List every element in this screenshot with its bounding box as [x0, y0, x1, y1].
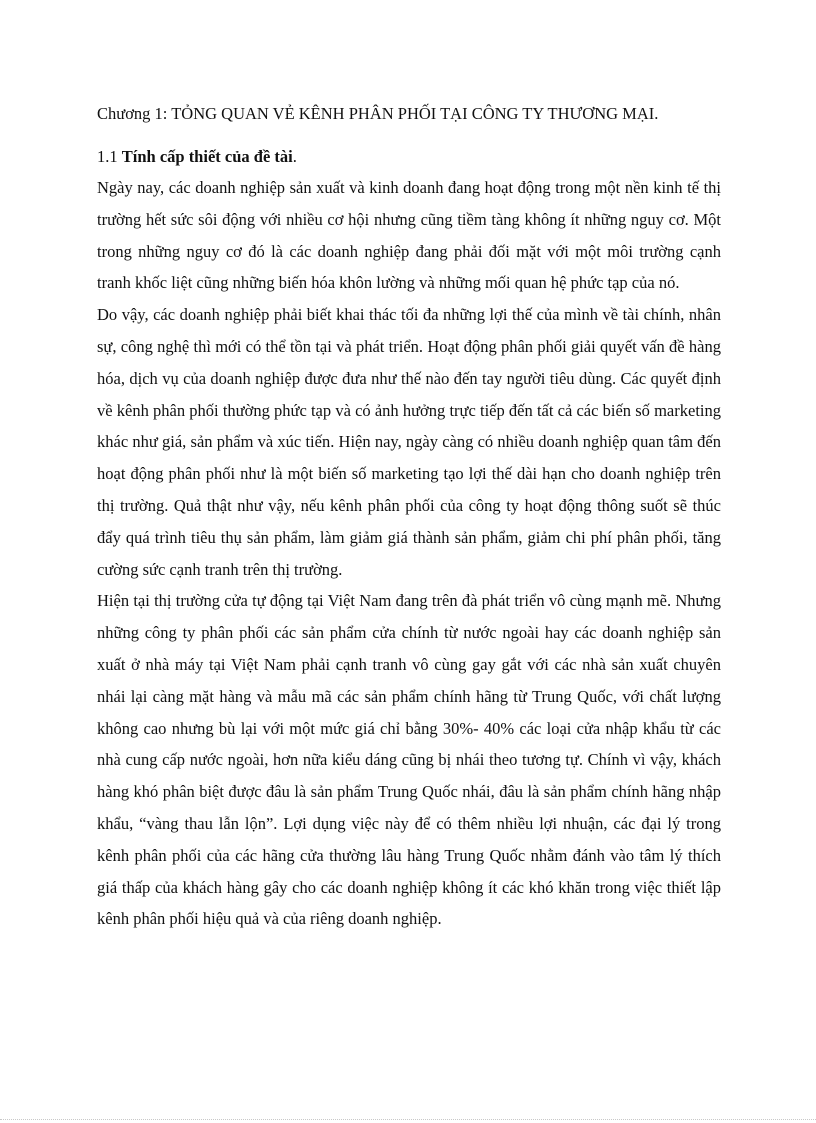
chapter-title: Chương 1: TỎNG QUAN VẺ KÊNH PHÂN PHỐI TẠI CÔNG TY THƯƠNG MẠI. [97, 104, 659, 123]
section-number: 1.1 [97, 147, 122, 166]
section-title-period: . [292, 147, 297, 166]
page-bottom-divider [0, 1119, 816, 1120]
section-heading [97, 146, 297, 168]
paragraph: Ngày nay, các doanh nghiệp sản xuất và kinh doanh đang hoạt động trong một nền kinh tế thị trường hết sức sôi động với nhiều cơ hội nhưng cũng tiềm tàng không ít những nguy cơ. Một trong những nguy cơ đó là các doanh nghiệp đang phải đối mặt với một môi trường cạnh tranh khốc liệt cũng những biến hóa khôn lường và những mối quan hệ phức tạp của nó. [97, 178, 721, 293]
paragraph: Do vậy, các doanh nghiệp phải biết khai thác tối đa những lợi thế của mình về tài chính, nhân sự, công nghệ thì mới có thể tồn tại và phát triển. Hoạt động phân phối giải quyết vấn đề hàng hóa, dịch vụ của doanh nghiệp được đưa như thế nào đến tay người tiêu dùng. Các quyết định về kênh phân phối thường phức tạp và có ảnh hưởng trực tiếp đến tất cả các biến số marketing khác như giá, sản phẩm và xúc tiến. Hiện nay, ngày càng có nhiều doanh nghiệp quan tâm đến hoạt động phân phối như là một biến số marketing tạo lợi thế dài hạn cho doanh nghiệp trên thị trường. Quả thật như vậy, nếu kênh phân phối của công ty hoạt động thông suốt sẽ thúc đẩy quá trình tiêu thụ sản phẩm, làm giảm giá thành sản phẩm, giảm chi phí phân phối, tăng cường sức cạnh tranh trên thị trường. [97, 305, 721, 579]
section-title: Tính cấp thiết của đề tài [121, 147, 293, 166]
body-text [97, 172, 721, 935]
paragraph: Hiện tại thị trường cửa tự động tại Việt Nam đang trên đà phát triển vô cùng mạnh mẽ. Nhưng những công ty phân phối các sản phẩm cửa chính từ nước ngoài hay các doanh nghiệp sản xuất ở nhà máy tại Việt Nam phải cạnh tranh vô cùng gay gắt với các nhà sản xuất chuyên nhái lại càng mặt hàng và mẫu mã các sản phẩm chính hãng từ Trung Quốc, với chất lượng không cao nhưng bù lại với một mức giá chỉ bằng 30%- 40% các loại cửa nhập khẩu từ các nhà cung cấp nước ngoài, hơn nữa kiểu dáng cũng bị nhái theo tương tự. Chính vì vậy, khách hàng khó phân biệt được đâu là sản phẩm Trung Quốc nhái, đâu là sản phẩm chính hãng nhập khẩu, “vàng thau lẫn lộn”. Lợi dụng việc này để có thêm nhiều lợi nhuận, các đại lý trong kênh phân phối của các hãng cửa thường lâu hàng Trung Quốc nhằm đánh vào tâm lý thích giá thấp của khách hàng gây cho các doanh nghiệp không ít các khó khăn trong việc thiết lập kênh phân phối hiệu quả và của riêng doanh nghiệp. [97, 591, 721, 929]
